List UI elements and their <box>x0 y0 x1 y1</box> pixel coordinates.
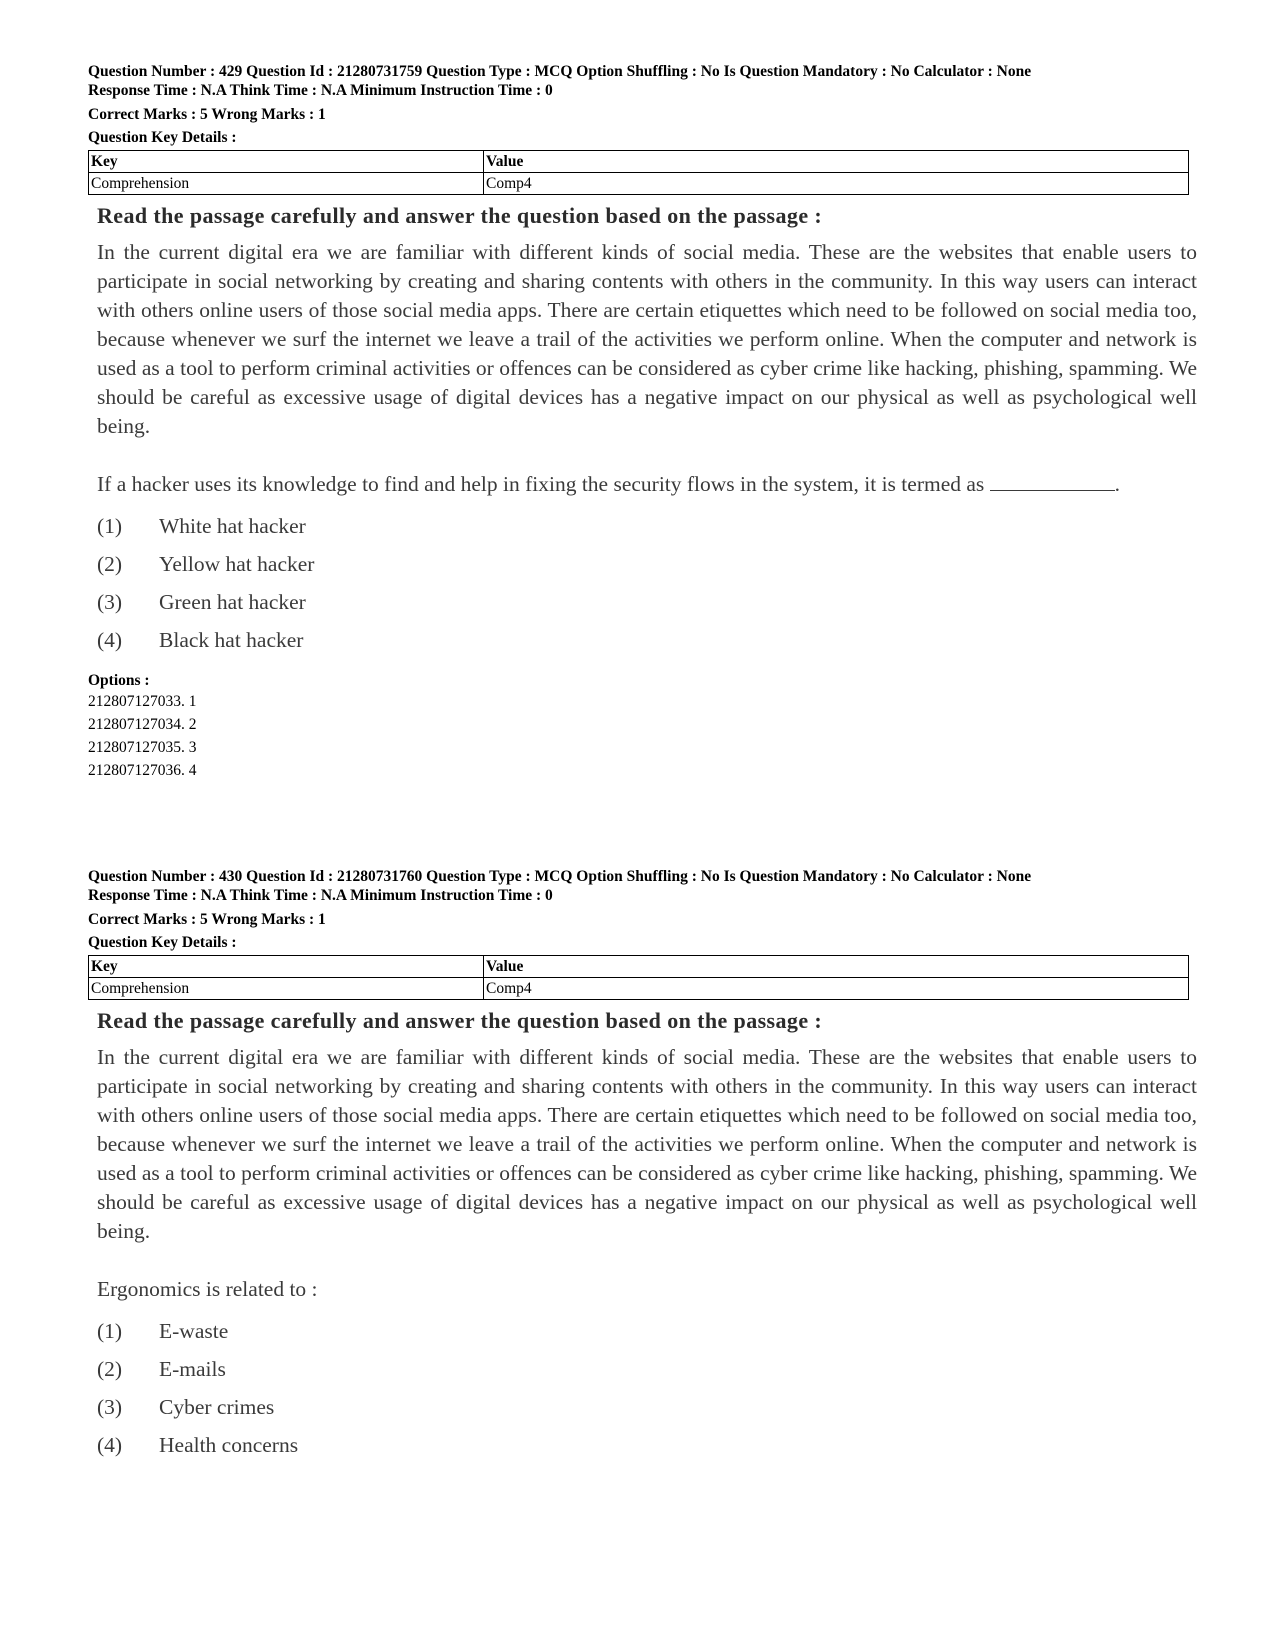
key-table-header-row <box>89 151 1189 173</box>
key-table-cell-value: Comp4 <box>484 978 1189 1000</box>
question-suffix: . <box>1114 472 1121 496</box>
choice-item <box>97 1350 1188 1388</box>
key-table-row <box>89 978 1189 1000</box>
choice-text: Yellow hat hacker <box>159 552 315 576</box>
scanned-question-image <box>88 203 1197 659</box>
passage-text: In the current digital era we are familiar with different kinds of social media. These are the websites that enable users to participate in social networking by creating and sharing contents with others in the community. In this way users can interact with others online users of those social media apps. There are certain etiquettes which need to be followed on social media too, because whenever we surf the internet we leave a trail of the activities we perform online. When the computer and network is used as a tool to perform criminal activities or offences can be considered as cyber crime like hacking, phishing, spamming. We should be careful as excessive usage of digital devices has a negative impact on our physical as well as psychological well being. <box>97 240 1197 438</box>
choice-list <box>97 507 1188 659</box>
key-table-header-key: Key <box>89 956 484 978</box>
key-details-label: Question Key Details : <box>88 129 237 146</box>
question-block-430 <box>88 867 1197 1464</box>
choice-item <box>97 1388 1188 1426</box>
choice-text: Cyber crimes <box>159 1395 275 1419</box>
options-label: Options : <box>88 672 150 689</box>
choice-number: (1) <box>97 1319 123 1343</box>
choice-text: Black hat hacker <box>159 628 304 652</box>
choice-number: (4) <box>97 628 123 652</box>
choice-item <box>97 507 1188 545</box>
question-meta-line2: Response Time : N.A Think Time : N.A Minimum Instruction Time : 0 <box>88 887 553 904</box>
question-text <box>97 470 1197 499</box>
choice-text: Health concerns <box>159 1433 299 1457</box>
choice-number: (3) <box>97 590 123 614</box>
choice-item <box>97 545 1188 583</box>
key-details-table <box>88 150 1189 195</box>
passage-text: In the current digital era we are familiar with different kinds of social media. These are the websites that enable users to participate in social networking by creating and sharing contents with others in the community. In this way users can interact with others online users of those social media apps. There are certain etiquettes which need to be followed on social media too, because whenever we surf the internet we leave a trail of the activities we perform online. When the computer and network is used as a tool to perform criminal activities or offences can be considered as cyber crime like hacking, phishing, spamming. We should be careful as excessive usage of digital devices has a negative impact on our physical as well as psychological well being. <box>97 1045 1197 1243</box>
key-table-row <box>89 173 1189 195</box>
question-meta-line1: Question Number : 430 Question Id : 21280731760 Question Type : MCQ Option Shuffling : No Is Question Mandatory : No Calculator : None <box>88 868 1032 885</box>
option-id-item: 212807127034. 2 <box>88 716 197 733</box>
question-block-429 <box>88 62 1197 782</box>
choice-number: (4) <box>97 1433 123 1457</box>
key-table-header-row <box>89 956 1189 978</box>
key-table-header-key: Key <box>89 151 484 173</box>
choice-item <box>97 621 1188 659</box>
option-id-item: 212807127036. 4 <box>88 762 197 779</box>
option-id-item: 212807127035. 3 <box>88 739 197 756</box>
choice-list <box>97 1312 1188 1464</box>
question-meta-line2: Response Time : N.A Think Time : N.A Minimum Instruction Time : 0 <box>88 82 553 99</box>
key-table-cell-key: Comprehension <box>89 978 484 1000</box>
question-stem: If a hacker uses its knowledge to find and help in fixing the security flows in the system, it is termed as <box>97 472 985 496</box>
option-id-item: 212807127033. 1 <box>88 693 197 710</box>
key-table-cell-key: Comprehension <box>89 173 484 195</box>
choice-number: (3) <box>97 1395 123 1419</box>
key-table-header-value: Value <box>484 151 1189 173</box>
choice-text: White hat hacker <box>159 514 306 538</box>
key-table-cell-value: Comp4 <box>484 173 1189 195</box>
choice-number: (2) <box>97 552 123 576</box>
choice-text: E-mails <box>159 1357 226 1381</box>
key-details-label: Question Key Details : <box>88 934 237 951</box>
passage-instruction: Read the passage carefully and answer the question based on the passage : <box>97 1008 823 1033</box>
choice-number: (1) <box>97 514 123 538</box>
question-marks: Correct Marks : 5 Wrong Marks : 1 <box>88 106 326 123</box>
question-marks: Correct Marks : 5 Wrong Marks : 1 <box>88 911 326 928</box>
answer-blank <box>990 472 1115 491</box>
choice-item <box>97 583 1188 621</box>
choice-item <box>97 1312 1188 1350</box>
passage-instruction: Read the passage carefully and answer the question based on the passage : <box>97 203 823 228</box>
choice-text: Green hat hacker <box>159 590 306 614</box>
scanned-question-image <box>88 1008 1197 1464</box>
choice-item <box>97 1426 1188 1464</box>
question-meta-line1: Question Number : 429 Question Id : 21280731759 Question Type : MCQ Option Shuffling : No Is Question Mandatory : No Calculator : None <box>88 63 1032 80</box>
question-text: Ergonomics is related to : <box>97 1277 318 1301</box>
key-details-table <box>88 955 1189 1000</box>
choice-text: E-waste <box>159 1319 229 1343</box>
key-table-header-value: Value <box>484 956 1189 978</box>
choice-number: (2) <box>97 1357 123 1381</box>
